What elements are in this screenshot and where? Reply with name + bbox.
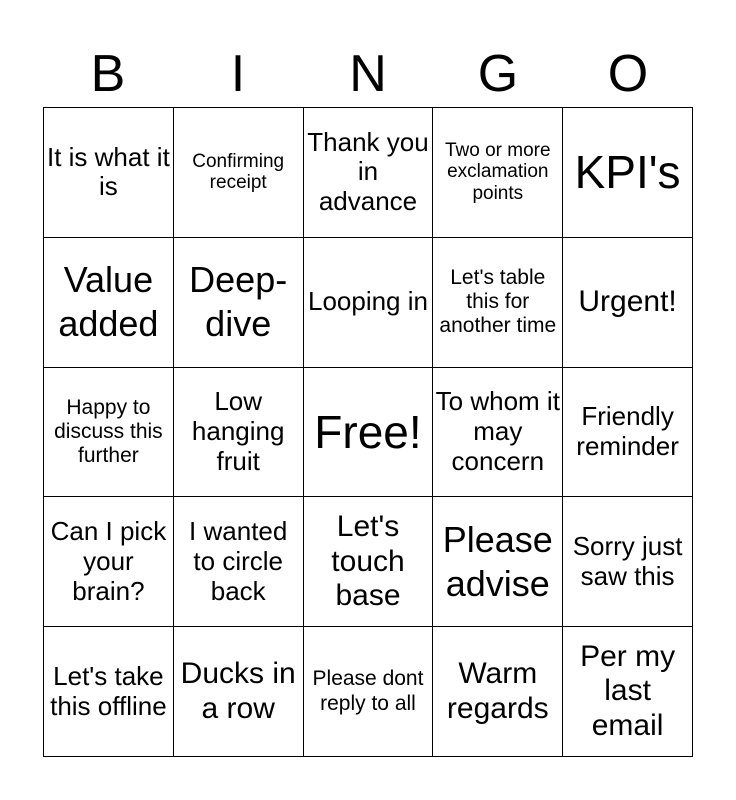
- cell-text: Low hanging fruit: [191, 386, 285, 476]
- bingo-cell[interactable]: [433, 627, 563, 757]
- cell-text: To whom it may concern: [435, 386, 560, 476]
- bingo-cell[interactable]: [44, 108, 174, 238]
- cell-text: Per my last email: [580, 639, 676, 742]
- cell-text: Sorry just saw this: [572, 530, 683, 591]
- header-letter-g: G: [477, 45, 519, 103]
- cell-text: It is what it is: [46, 141, 170, 202]
- bingo-cell[interactable]: [44, 497, 174, 627]
- cell-text: Let's table this for another time: [439, 265, 557, 338]
- cell-text: Two or more exclamation points: [444, 139, 551, 205]
- cell-text: Free!: [314, 405, 422, 458]
- cell-text: Confirming receipt: [192, 150, 285, 194]
- cell-text: Let's touch base: [331, 510, 405, 613]
- bingo-cell[interactable]: [304, 108, 434, 238]
- cell-text: Please dont reply to all: [312, 667, 424, 715]
- bingo-cell[interactable]: [563, 497, 693, 627]
- bingo-cell free-space[interactable]: [304, 368, 434, 498]
- bingo-cell[interactable]: [174, 497, 304, 627]
- bingo-cell[interactable]: [563, 108, 693, 238]
- bingo-cell[interactable]: [433, 238, 563, 368]
- bingo-cell[interactable]: [174, 108, 304, 238]
- bingo-cell[interactable]: [174, 238, 304, 368]
- cell-text: Can I pick your brain?: [50, 515, 167, 606]
- header-letter-i: I: [230, 45, 246, 103]
- cell-text: Please advise: [442, 518, 553, 604]
- bingo-cell[interactable]: [44, 238, 174, 368]
- bingo-cell[interactable]: [433, 108, 563, 238]
- bingo-cell[interactable]: [433, 497, 563, 627]
- cell-text: Value added: [58, 259, 159, 345]
- bingo-cell[interactable]: [304, 238, 434, 368]
- bingo-header: [43, 40, 693, 108]
- bingo-cell[interactable]: [304, 497, 434, 627]
- cell-text: Thank you in advance: [307, 126, 429, 217]
- header-letter-n: N: [349, 45, 387, 103]
- bingo-board: [43, 107, 693, 757]
- header-letter-o: O: [607, 45, 649, 103]
- bingo-cell[interactable]: [174, 627, 304, 757]
- bingo-cell[interactable]: [44, 368, 174, 498]
- bingo-cell[interactable]: [563, 627, 693, 757]
- bingo-cell[interactable]: [563, 368, 693, 498]
- bingo-cell[interactable]: [304, 627, 434, 757]
- cell-text: Warm regards: [446, 657, 549, 725]
- cell-text: Let's take this offline: [50, 660, 167, 721]
- bingo-cell[interactable]: [44, 627, 174, 757]
- cell-text: Happy to discuss this further: [54, 395, 163, 468]
- cell-text: Urgent!: [578, 284, 677, 318]
- cell-text: Friendly reminder: [576, 401, 679, 461]
- bingo-cell[interactable]: [433, 368, 563, 498]
- header-letter-b: B: [90, 45, 126, 103]
- cell-text: Looping in: [307, 286, 428, 317]
- cell-text: Ducks in a row: [180, 657, 296, 725]
- cell-text: Deep-dive: [189, 259, 288, 345]
- bingo-cell[interactable]: [563, 238, 693, 368]
- cell-text: KPI's: [574, 145, 681, 198]
- cell-text: I wanted to circle back: [189, 515, 288, 606]
- bingo-cell[interactable]: [174, 368, 304, 498]
